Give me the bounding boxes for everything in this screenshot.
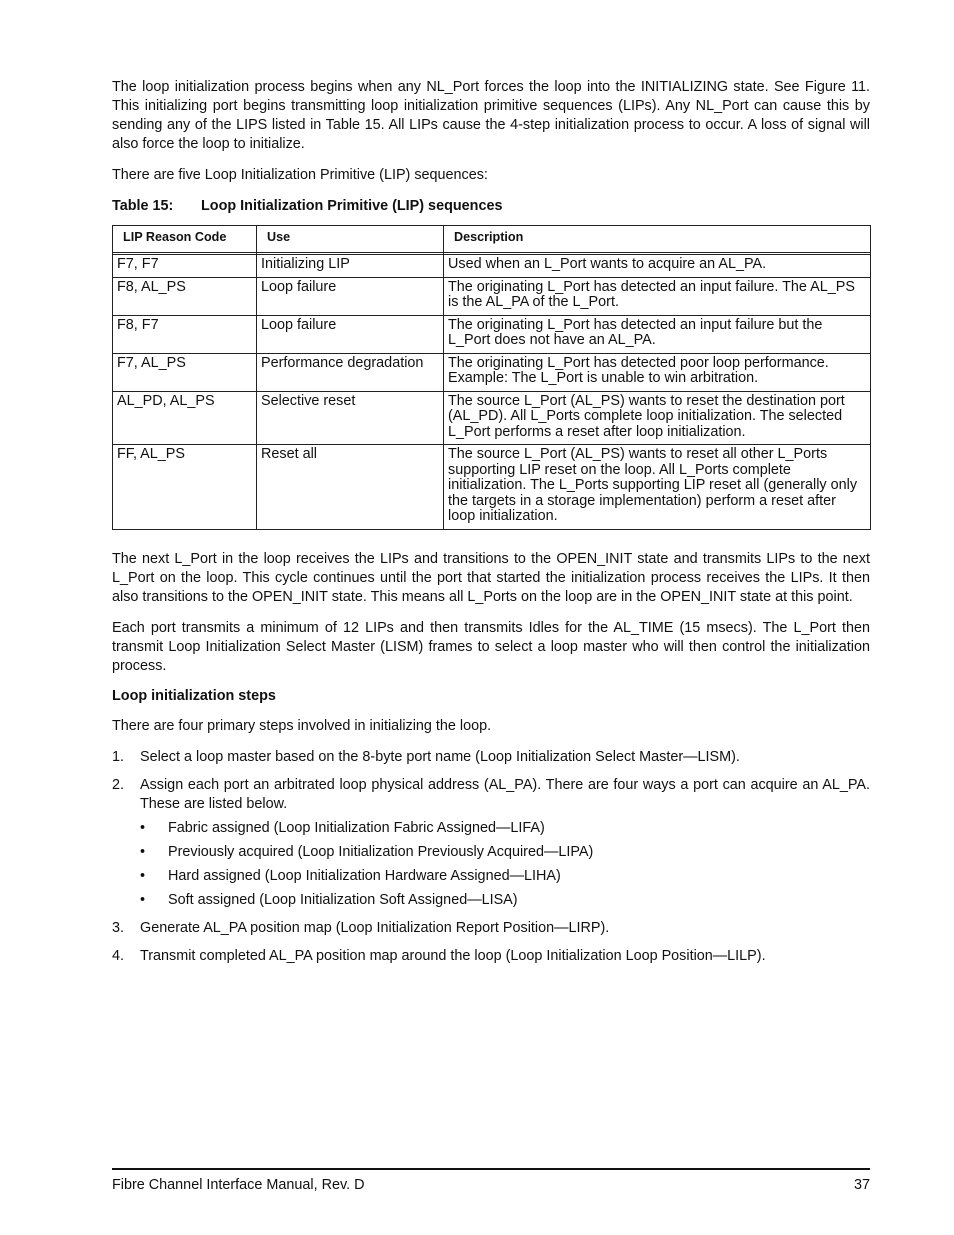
list-item xyxy=(140,843,870,862)
cell-use: Initializing LIP xyxy=(257,255,444,278)
table-caption-title: Loop Initialization Primitive (LIP) sequences xyxy=(201,198,503,214)
table-header-row xyxy=(113,226,871,253)
cell-description: The source L_Port (AL_PS) wants to reset the destination port (AL_PD). All L_Ports complete loop initialization. The selected L_Port performs a reset after loop initialization. xyxy=(444,391,871,445)
cell-lip-reason-code: F8, F7 xyxy=(113,315,257,353)
bullet-text: Soft assigned (Loop Initialization Soft Assigned—LISA) xyxy=(168,891,518,908)
cell-use: Reset all xyxy=(257,445,444,530)
step-number: 2. xyxy=(112,776,125,793)
each-port-paragraph: Each port transmits a minimum of 12 LIPs and then transmits Idles for the AL_TIME (15 msecs). The L_Port then transmit Loop Initialization Select Master (LISM) frames to select a loop master who will then control the initialization process. xyxy=(112,619,870,674)
lip-sequences-table xyxy=(112,225,871,530)
five-lips-paragraph: There are five Loop Initialization Primitive (LIP) sequences: xyxy=(112,167,488,183)
footer-title: Fibre Channel Interface Manual, Rev. D xyxy=(112,1177,365,1193)
al-pa-methods-list xyxy=(140,819,870,910)
cell-lip-reason-code: FF, AL_PS xyxy=(113,445,257,530)
page-number: 37 xyxy=(853,1177,870,1193)
list-item xyxy=(140,867,870,886)
step-text: Select a loop master based on the 8-byte port name (Loop Initialization Select Master—LISM). xyxy=(140,748,740,765)
cell-use: Selective reset xyxy=(257,391,444,445)
step-text: Generate AL_PA position map (Loop Initialization Report Position—LIRP). xyxy=(140,919,610,936)
cell-lip-reason-code: F7, F7 xyxy=(113,255,257,278)
four-steps-paragraph: There are four primary steps involved in initializing the loop. xyxy=(112,717,492,734)
bullet-icon: • xyxy=(140,819,146,836)
cell-use: Loop failure xyxy=(257,277,444,315)
list-item xyxy=(140,819,870,838)
table-caption xyxy=(112,198,870,214)
table-row xyxy=(113,353,871,391)
step-number: 3. xyxy=(112,919,125,936)
list-item xyxy=(112,748,870,767)
step-text: Transmit completed AL_PA position map around the loop (Loop Initialization Loop Position—LILP). xyxy=(140,947,766,964)
step-number: 1. xyxy=(112,748,125,765)
intro-paragraph: The loop initialization process begins when any NL_Port forces the loop into the INITIALIZING state. See Figure 11. This initializing port begins transmitting loop initialization primitive sequences (LIPs). Any NL_Port can cause this by sending any of the LIPS listed in Table 15. All LIPs cause the 4-step initialization process to occur. A loss of signal will also force the loop to initialize. xyxy=(112,79,870,152)
step-number: 4. xyxy=(112,947,125,964)
bullet-icon: • xyxy=(140,843,146,860)
cell-description: Used when an L_Port wants to acquire an AL_PA. xyxy=(444,255,871,278)
table-caption-number: Table 15: xyxy=(112,198,174,214)
cell-description: The originating L_Port has detected poor loop performance. Example: The L_Port is unable to win arbitration. xyxy=(444,353,871,391)
cell-lip-reason-code: F8, AL_PS xyxy=(113,277,257,315)
column-header-lip-reason-code: LIP Reason Code xyxy=(113,226,257,253)
cell-description: The originating L_Port has detected an input failure. The AL_PS is the AL_PA of the L_Port. xyxy=(444,277,871,315)
cell-lip-reason-code: AL_PD, AL_PS xyxy=(113,391,257,445)
list-item xyxy=(112,776,870,910)
list-item xyxy=(140,891,870,910)
table-row xyxy=(113,391,871,445)
cell-use: Loop failure xyxy=(257,315,444,353)
column-header-description: Description xyxy=(444,226,871,253)
column-header-use: Use xyxy=(257,226,444,253)
bullet-text: Previously acquired (Loop Initialization Previously Acquired—LIPA) xyxy=(168,843,594,860)
section-heading: Loop initialization steps xyxy=(112,687,276,704)
cell-use: Performance degradation xyxy=(257,353,444,391)
table-row xyxy=(113,255,871,278)
table-row xyxy=(113,277,871,315)
table-row xyxy=(113,445,871,530)
bullet-icon: • xyxy=(140,891,146,908)
cell-description: The originating L_Port has detected an input failure but the L_Port does not have an AL_PA. xyxy=(444,315,871,353)
bullet-icon: • xyxy=(140,867,146,884)
page-footer xyxy=(112,1168,870,1193)
next-lport-paragraph: The next L_Port in the loop receives the LIPs and transitions to the OPEN_INIT state and transmits LIPs to the next L_Port on the loop. This cycle continues until the port that started the initialization process receives the LIPs. It then also transitions to the OPEN_INIT state. This means all L_Ports on the loop are in the OPEN_INIT state at this point. xyxy=(112,550,870,605)
cell-description: The source L_Port (AL_PS) wants to reset all other L_Ports supporting LIP reset on the loop. All L_Ports complete initialization. The L_Ports supporting LIP reset all (generally only the targets in a storage implementation) perform a reset after loop initialization. xyxy=(444,445,871,530)
list-item xyxy=(112,947,870,966)
bullet-text: Hard assigned (Loop Initialization Hardware Assigned—LIHA) xyxy=(168,867,561,884)
step-text: Assign each port an arbitrated loop physical address (AL_PA). There are four ways a port can acquire an AL_PA. These are listed below. xyxy=(140,776,870,812)
list-item xyxy=(112,919,870,938)
bullet-text: Fabric assigned (Loop Initialization Fabric Assigned—LIFA) xyxy=(168,819,545,836)
table-row xyxy=(113,315,871,353)
cell-lip-reason-code: F7, AL_PS xyxy=(113,353,257,391)
document-page xyxy=(112,78,870,975)
steps-list xyxy=(112,748,870,966)
